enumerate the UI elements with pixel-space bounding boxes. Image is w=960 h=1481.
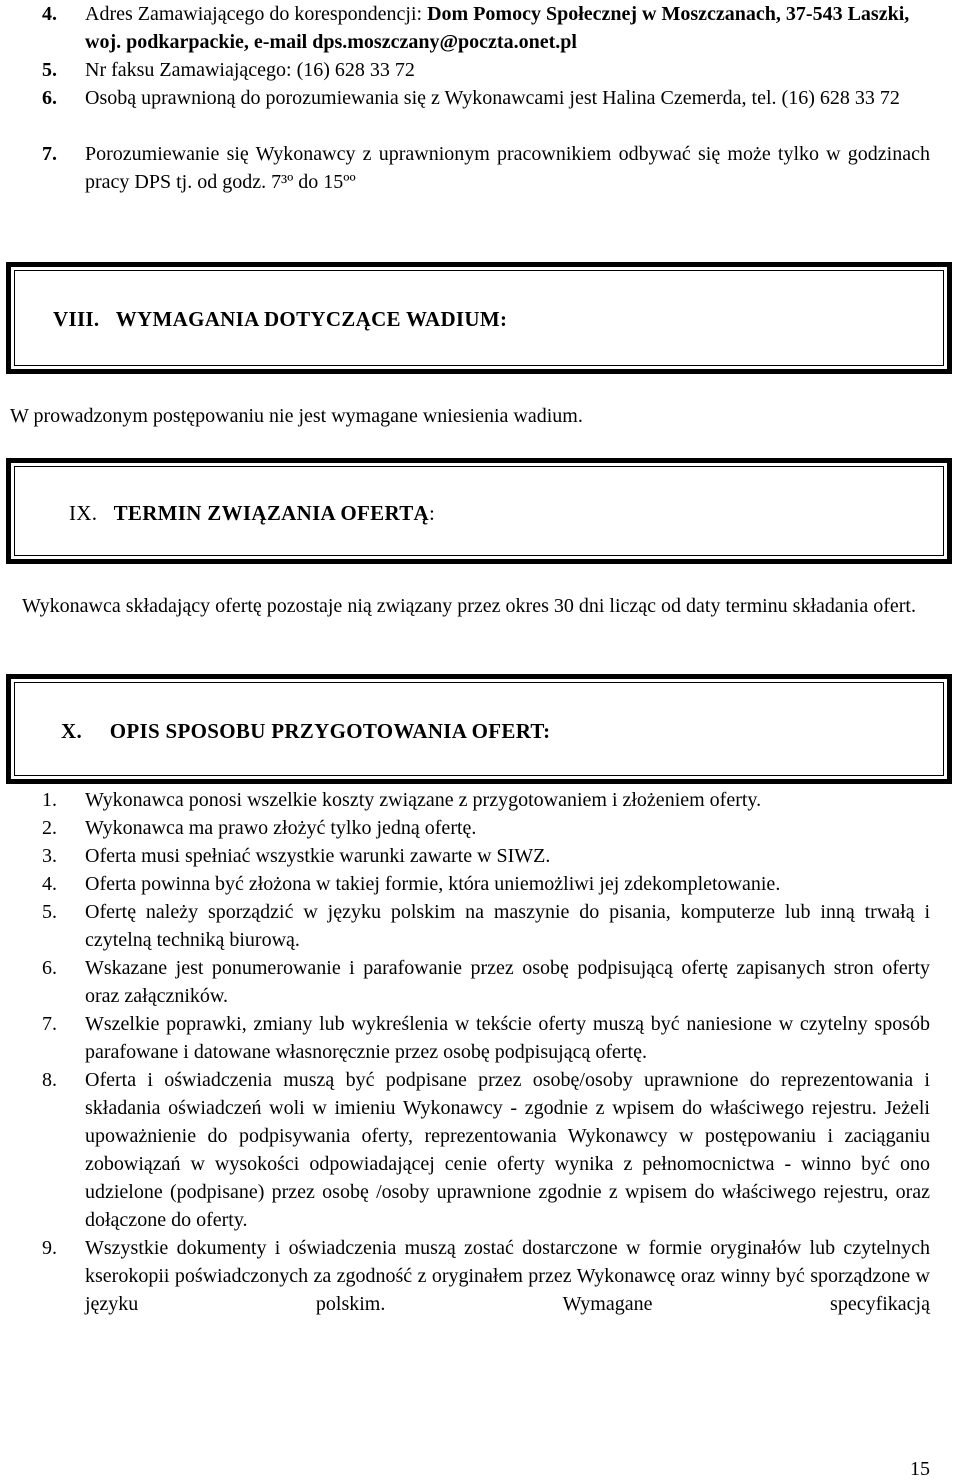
list-item: [0, 1010, 960, 1066]
list-item: [0, 870, 960, 898]
list-item: [0, 842, 960, 870]
section-ix-header-box: [6, 458, 952, 564]
page-number: 15: [910, 1458, 930, 1480]
intro-item-text: Porozumiewanie się Wykonawcy z uprawnionym pracownikiem odbywać się może tylko w godzinach pracy DPS tj. od godz. 7³º do 15ºº: [85, 143, 930, 193]
list-item-number: 3.: [42, 845, 57, 867]
section-x-heading: [61, 719, 550, 744]
intro-item-text: Adres Zamawiającego do korespondencji:: [85, 3, 428, 25]
list-item: [0, 814, 960, 842]
list-item-text: Oferta i oświadczenia muszą być podpisane przez osobę/osoby uprawnione do reprezentowania i składania oświadczeń woli w imieniu Wykonawcy - zgodnie z wpisem do właściwego rejestru. Jeżeli upoważnienie do podpisywania oferty, reprezentowania Wykonawcy w postępowaniu i zaciąganiu zobowiązań w wysokości odpowiadającej cenie oferty wynika z pełnomocnictwa - winno być ono udzielone (podpisane) przez osobę /osoby uprawnione zgodnie z wpisem do właściwego rejestru, oraz dołączone do oferty.: [85, 1069, 930, 1231]
section-number: VIII.: [53, 307, 100, 331]
intro-item-number: 7.: [42, 143, 57, 165]
list-item-text: Ofertę należy sporządzić w języku polskim na maszynie do pisania, komputerze lub inną trwałą i czytelną techniką biurową.: [85, 901, 930, 951]
section-ix-body: Wykonawca składający ofertę pozostaje nią związany przez okres 30 dni licząc od daty terminu składania ofert.: [22, 595, 916, 617]
section-title: WYMAGANIA DOTYCZĄCE WADIUM:: [115, 307, 508, 331]
section-ix-heading: [69, 501, 435, 526]
section-title-colon: :: [428, 501, 436, 525]
list-item-number: 7.: [42, 1013, 57, 1035]
list-item: [0, 1066, 960, 1234]
section-number: IX.: [69, 501, 98, 525]
list-item-number: 1.: [42, 789, 57, 811]
section-viii-heading: [53, 307, 507, 332]
section-title: OPIS SPOSOBU PRZYGOTOWANIA OFERT:: [109, 719, 551, 743]
list-item-number: 5.: [42, 901, 57, 923]
intro-item-text: Osobą uprawnioną do porozumiewania się z Wykonawcami jest Halina Czemerda, tel. (16) 628 33 72: [85, 87, 900, 109]
section-viii-header-box: [6, 262, 952, 374]
section-number: X.: [61, 719, 83, 743]
list-item: [0, 954, 960, 1010]
list-item-text: Wszystkie dokumenty i oświadczenia muszą zostać dostarczone w formie oryginałów lub czytelnych kserokopii poświadczonych za zgodność z oryginałem przez Wykonawcę oraz winny być sporządzone w języku polskim. Wymagane specyfikacją: [85, 1237, 930, 1315]
list-item-text: Wykonawca ma prawo złożyć tylko jedną ofertę.: [85, 817, 477, 839]
list-item-number: 2.: [42, 817, 57, 839]
list-item: [0, 1234, 960, 1318]
list-item-number: 4.: [42, 873, 57, 895]
section-viii-body: W prowadzonym postępowaniu nie jest wymagane wniesienia wadium.: [10, 405, 583, 427]
section-x-header-box: [6, 674, 952, 784]
list-item-number: 6.: [42, 957, 57, 979]
intro-item-text-bold: Dom Pomocy Społecznej w Moszczanach, 37-543 Laszki, woj. podkarpackie, e-mail dps.moszczany@poczta.onet.pl: [85, 3, 910, 53]
list-item-text: Oferta musi spełniać wszystkie warunki zawarte w SIWZ.: [85, 845, 551, 867]
list-item-text: Wszelkie poprawki, zmiany lub wykreślenia w tekście oferty muszą być naniesione w czytelny sposób parafowane i datowane własnoręcznie przez osobę podpisującą ofertę.: [85, 1013, 930, 1063]
list-item-number: 8.: [42, 1069, 57, 1091]
intro-item-text: Nr faksu Zamawiającego: (16) 628 33 72: [85, 59, 415, 81]
list-item: [0, 786, 960, 814]
section-title: TERMIN ZWIĄZANIA OFERTĄ: [113, 501, 429, 525]
requirements-list: [0, 786, 960, 1318]
list-item-number: 9.: [42, 1237, 57, 1259]
list-item-text: Wykonawca ponosi wszelkie koszty związane z przygotowaniem i złożeniem oferty.: [85, 789, 762, 811]
list-item-text: Wskazane jest ponumerowanie i parafowanie przez osobę podpisującą ofertę zapisanych stron oferty oraz załączników.: [85, 957, 930, 1007]
intro-item-number: 5.: [42, 59, 57, 81]
intro-item-number: 6.: [42, 87, 57, 109]
list-item-text: Oferta powinna być złożona w takiej formie, która uniemożliwi jej zdekompletowanie.: [85, 873, 781, 895]
list-item: [0, 898, 960, 954]
intro-item-number: 4.: [42, 3, 57, 25]
